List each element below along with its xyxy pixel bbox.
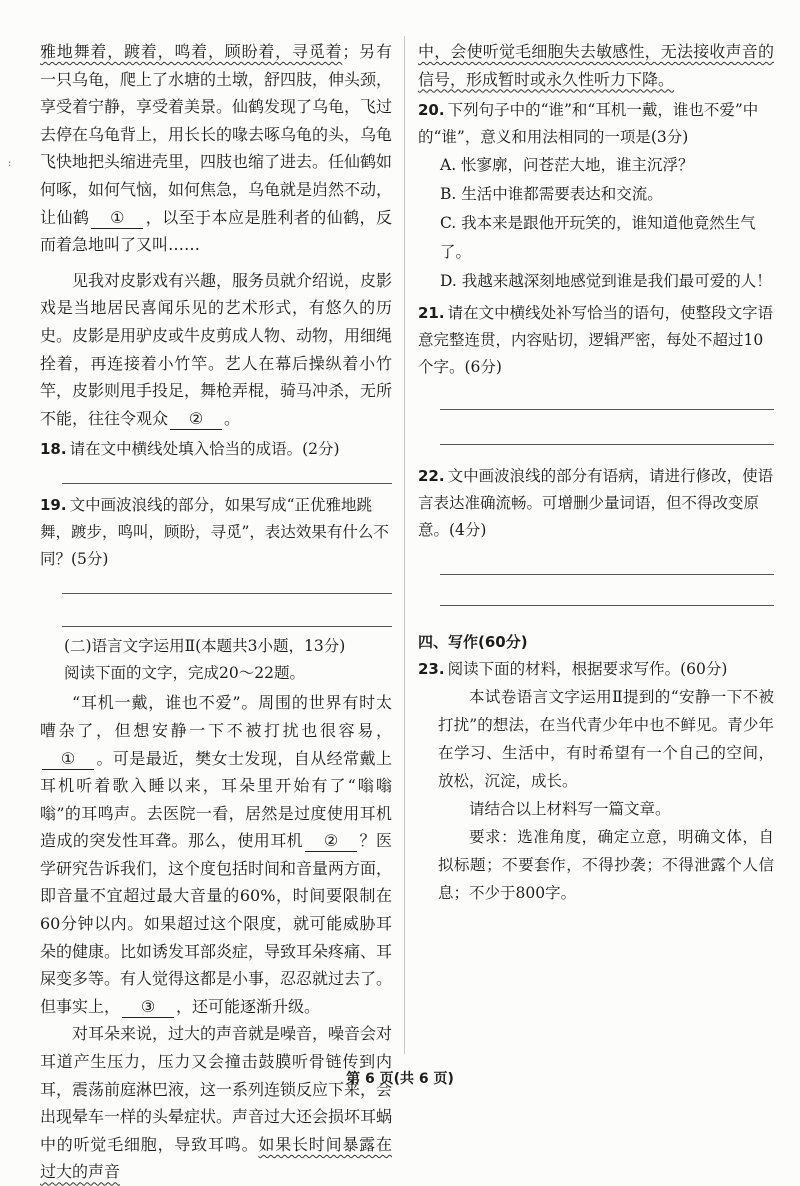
blank-1[interactable]: ① <box>42 749 94 770</box>
question-number: 20. <box>418 101 445 120</box>
writing-requirements: 要求：选准角度，确定立意，明确文体，自拟标题；不要套作，不得抄袭；不得泄露个人信息；不少于800字。 <box>438 828 774 903</box>
blank-3[interactable]: ③ <box>122 997 174 1018</box>
option-d[interactable]: D. 我越来越深刻地感觉到谁是我们最可爱的人！ <box>440 272 772 291</box>
answer-line[interactable] <box>440 409 774 410</box>
question-text: 下列句子中的“谁”和“耳机一戴，谁也不爱”中的“谁”，意义和用法相同的一项是(3分) <box>418 101 759 147</box>
question-number: 21. <box>418 304 445 323</box>
question-21 <box>418 300 774 381</box>
blank-2[interactable]: ② <box>170 409 222 430</box>
writing-material: 本试卷语言文字运用Ⅱ提到的“安静一下不被打扰”的想法，在当代青少年中也不鲜见。青少年在学习、生活中，有时希望有一个自己的空间，放松，沉淀，成长。 <box>438 688 774 791</box>
passage-text: 对耳朵来说，过大的声音就是噪音，噪音会对耳道产生压力，压力又会撞击鼓膜听骨链传到内耳，震荡前庭淋巴液，这一系列连锁反应下来，会出现晕车一样的头晕症状。声音过大还会损坏耳蜗中的听觉毛细胞，导致耳鸣。 <box>40 1024 393 1154</box>
passage-paragraph-1 <box>40 38 392 259</box>
question-number: 23. <box>418 660 445 679</box>
passage-text: ；另有一只乌龟，爬上了水塘的土墩，舒四肢，伸头颈，享受着宁静，享受着美景。仙鹤发现了乌龟，飞过去停在乌龟背上，用长长的喙去啄乌龟的头，乌龟飞快地把头缩进壳里，四肢也缩了进去。任仙鹤如何啄，如何气恼，如何焦急，乌龟就是岿然不动，让仙鹤 <box>40 42 393 227</box>
question-22 <box>418 463 774 544</box>
passage-text: ？医学研究告诉我们，这个度包括时间和音量两方面，即音量不宜超过最大音量的60%，时间要限制在60分钟以内。如果超过这个限度，就可能威胁耳朵的健康。比如诱发耳部炎症，导致耳朵疼痛、耳屎变多等。有人觉得这都是小事，忍忍就过去了。但事实上， <box>40 831 393 1016</box>
right-column <box>418 38 774 907</box>
question-text: 请在文中横线处填入恰当的成语。(2分) <box>69 440 340 459</box>
answer-line[interactable] <box>62 626 392 627</box>
passage-text: “耳机一戴，谁也不爱”。周围的世界有时太嘈杂了，但想安静一下不被打扰也很容易， <box>40 693 392 740</box>
question-number: 18. <box>40 440 67 459</box>
wavy-underlined-text: 中，会使听觉毛细胞失去敏感性，无法接收声音的信号，形成暂时或永久性听力下降。 <box>418 42 774 89</box>
answer-line[interactable] <box>440 605 774 606</box>
page-footer: 第 6 页(共 6 页) <box>346 1071 454 1087</box>
passage-paragraph-4 <box>40 1020 392 1186</box>
question-text: 阅读下面的材料，根据要求写作。(60分) <box>447 660 728 679</box>
section-4-title: 四、写作(60分) <box>418 633 528 652</box>
section-2-title: (二)语言文字运用Ⅱ(本题共3小题，13分) <box>64 637 346 656</box>
margin-mark: : <box>8 158 12 169</box>
blank-2[interactable]: ② <box>305 831 357 852</box>
question-20 <box>418 97 774 151</box>
blank-1[interactable]: ① <box>91 208 143 229</box>
question-19 <box>40 492 392 573</box>
passage-text: 见我对皮影戏有兴趣，服务员就介绍说，皮影戏是当地居民喜闻乐见的艺术形式，有悠久的历史。皮影是用驴皮或牛皮剪成人物、动物，用细绳拴着，再连接着小竹竿。艺人在幕后操纵着小竹竿，皮影则甩手投足，舞枪弄棍，骑马冲杀，无所不能，往往令观众 <box>40 270 393 428</box>
question-text: 文中画波浪线的部分，如果写成“正优雅地跳舞，踱步，鸣叫，顾盼，寻觅”，表达效果有什么不同？(5分) <box>40 496 389 569</box>
passage-paragraph-3 <box>40 689 392 1020</box>
wavy-underlined-text: 如果长时间暴露在过大的声音 <box>40 1134 392 1182</box>
question-23 <box>418 656 774 683</box>
left-column <box>40 38 392 1186</box>
passage-text: ，以至于本应是胜利者的仙鹤，反而着急地叫了又叫…… <box>40 207 392 255</box>
passage-continuation <box>418 38 774 93</box>
answer-line[interactable] <box>62 483 392 484</box>
section-2-instruction: 阅读下面的文字，完成20～22题。 <box>64 664 305 683</box>
answer-line[interactable] <box>440 444 774 445</box>
writing-prompt: 请结合以上材料写一篇文章。 <box>469 800 671 819</box>
question-text: 文中画波浪线的部分有语病，请进行修改，使语言表达准确流畅。可增删少量词语，但不得改变原意。(4分) <box>418 467 774 540</box>
passage-text: 。 <box>224 408 241 428</box>
question-text: 请在文中横线处补写恰当的语句，使整段文字语意完整连贯，内容贴切，逻辑严密，每处不超过10个字。(6分) <box>418 304 774 377</box>
question-number: 19. <box>40 496 67 515</box>
option-c[interactable]: C. 我本来是跟他开玩笑的，谁知道他竟然生气了。 <box>440 214 756 262</box>
question-18 <box>40 436 392 463</box>
option-b[interactable]: B. 生活中谁都需要表达和交流。 <box>440 185 663 204</box>
passage-paragraph-2 <box>40 267 392 433</box>
column-divider <box>404 36 405 1054</box>
question-number: 22. <box>418 467 445 486</box>
passage-text: 。可是最近，樊女士发现，自从经常戴上耳机听着歌入睡以来，耳朵里开始有了“嗡嗡嗡”的耳鸣声。去医院一看，居然是过度使用耳机造成的突发性耳聋。那么，使用耳机 <box>40 748 392 851</box>
answer-line[interactable] <box>440 574 774 575</box>
answer-line[interactable] <box>62 593 392 594</box>
wavy-underlined-text: 雅地舞着，踱着，鸣着，顾盼着，寻觅着 <box>40 42 343 61</box>
option-a[interactable]: A. 怅寥廓，问苍茫大地，谁主沉浮？ <box>440 156 694 175</box>
passage-text: ，还可能逐渐升级。 <box>176 996 321 1016</box>
